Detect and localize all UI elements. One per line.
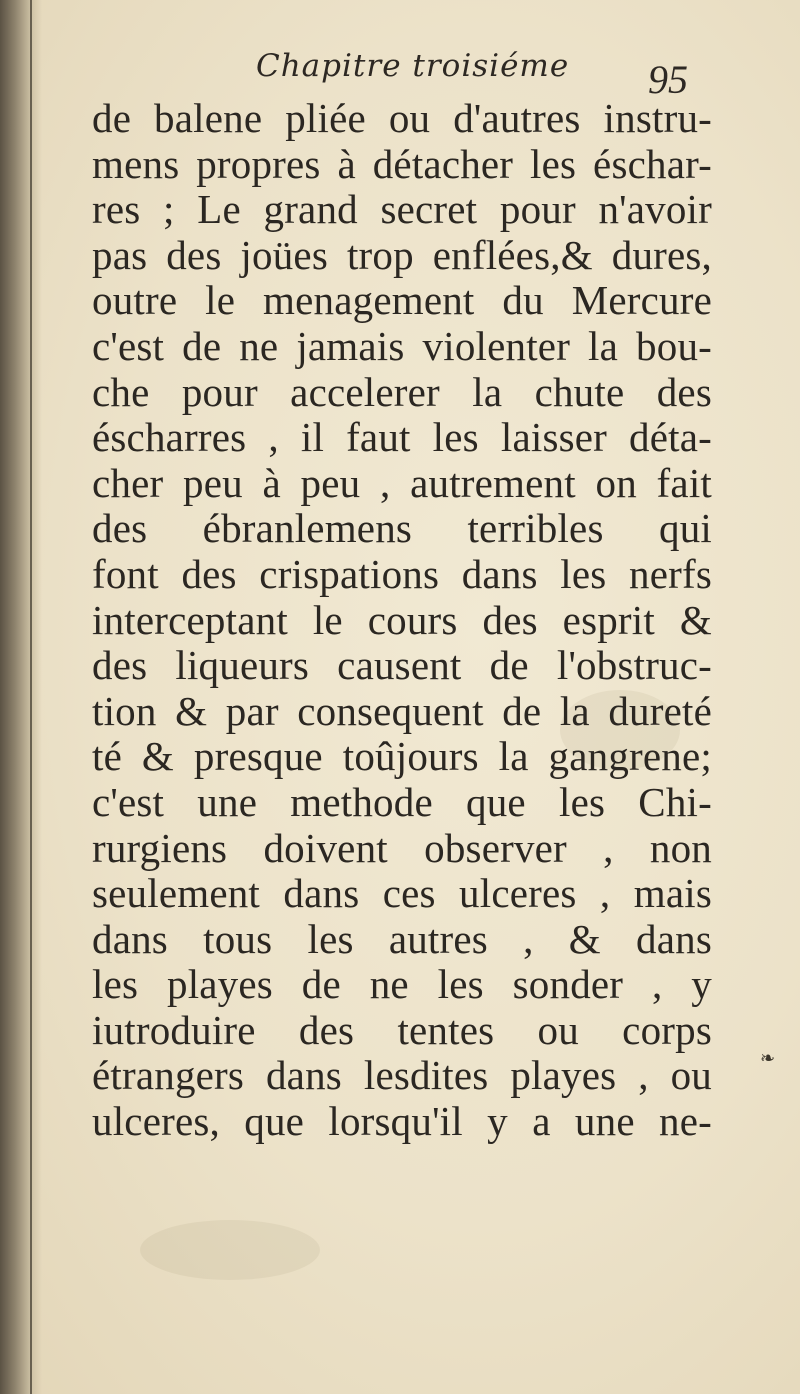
paper-stain (140, 1220, 320, 1280)
page-number: 95 (648, 57, 688, 102)
text-line: iutroduire des tentes ou corps (92, 1006, 712, 1053)
text-line: pas des joües trop enflées,& dures, (92, 231, 712, 278)
text-line: des ébranlemens terribles qui (92, 505, 712, 552)
text-line: res ; Le grand secret pour n'avoir (92, 186, 712, 233)
text-line: font des crispations dans les nerfs (92, 550, 712, 597)
body-text (92, 96, 712, 1145)
text-line: ulceres, que lorsqu'il y a une ne- (92, 1098, 712, 1145)
binding-shadow (0, 0, 42, 1394)
text-line: mens propres à détacher les éschar- (92, 140, 712, 187)
text-line: tion & par consequent de la dureté (92, 687, 712, 734)
text-line: interceptant le cours des esprit & (92, 596, 712, 643)
text-line: c'est de ne jamais violenter la bou- (92, 322, 712, 369)
text-line: té & presque toûjours la gangrene; (92, 733, 712, 780)
text-line: che pour accelerer la chute des (92, 368, 712, 415)
text-line: outre le menagement du Mercure (92, 277, 712, 324)
running-title: Chapitre troisiéme (256, 48, 570, 84)
text-line: éscharres , il faut les laisser déta- (92, 414, 712, 461)
text-line: dans tous les autres , & dans (92, 915, 712, 962)
ink-blot-icon: ❧ (760, 1048, 776, 1069)
text-line: des liqueurs causent de l'obstruc- (92, 642, 712, 689)
text-line: étrangers dans lesdites playes , ou (92, 1052, 712, 1099)
text-line: cher peu à peu , autrement on fait (92, 459, 712, 506)
text-line: de balene pliée ou d'autres instru- (92, 95, 712, 141)
gutter-edge (30, 0, 32, 1394)
text-line: les playes de ne les sonder , y (92, 961, 712, 1008)
text-line: seulement dans ces ulceres , mais (92, 870, 712, 917)
text-line: c'est une methode que les Chi- (92, 778, 712, 825)
text-line: rurgiens doivent observer , non (92, 824, 712, 871)
